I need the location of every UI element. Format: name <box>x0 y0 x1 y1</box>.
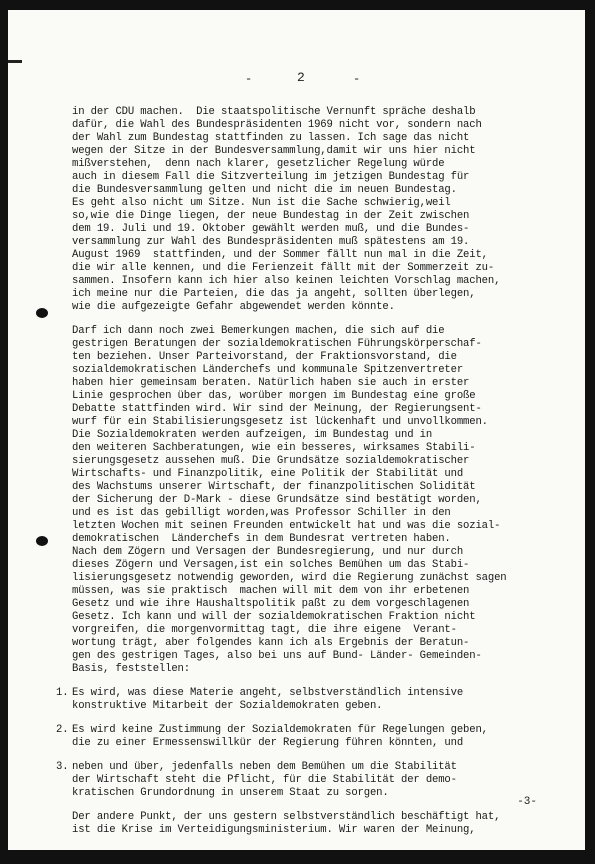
text-line: die wir alle kennen, und die Ferienzeit fällt mit der Sommerzeit zu- <box>72 262 495 274</box>
text-line: auch in diesem Fall die Sitzverteilung im jetzigen Bundestag für <box>72 171 470 183</box>
text-line: lisierungsgesetz notwendig geworden, wird die Regierung zunächst sagen <box>72 572 507 584</box>
text-line: konstruktive Mitarbeit der Sozialdemokraten geben. <box>72 700 383 712</box>
scan-border-bottom <box>0 850 595 864</box>
text-line: sozialdemokratischen Länderchefs und kommunale Spitzenvertreter <box>72 364 464 376</box>
text-line: sammen. Insofern kann ich hier also keinen leichten Vorschlag machen, <box>72 275 501 287</box>
header-dash-left: - <box>245 72 253 86</box>
text-line: versammlung zur Wahl des Bundespräsidenten muß spätestens am 19. <box>72 236 470 248</box>
text-line: müssen, was sie praktisch machen will mit dem von ihr erbetenen <box>72 585 470 597</box>
punch-hole-mark <box>36 308 48 318</box>
text-line: August 1969 stattfinden, und der Sommer fällt nun mal in die Zeit, <box>72 249 488 261</box>
text-line: Die Sozialdemokraten werden aufzeigen, im Bundestag und in <box>72 429 433 441</box>
text-line: Darf ich dann noch zwei Bemerkungen machen, die sich auf die <box>72 325 445 337</box>
scan-border-top <box>0 0 595 10</box>
text-line: Debatte stattfinden wird. Wir sind der Meinung, der Regierungsent- <box>72 403 482 415</box>
text-line: dem 19. Juli und 19. Oktober gewählt werden muß, und die Bundes- <box>72 223 470 235</box>
text-line: Der andere Punkt, der uns gestern selbstverständlich beschäftigt hat, <box>72 811 501 823</box>
text-line: Es wird keine Zustimmung der Sozialdemokraten für Regelungen geben, <box>72 724 488 736</box>
punch-hole-mark <box>36 536 48 546</box>
text-line: sierungsgesetz aussehen muß. Die Grundsätze sozialdemokratischer <box>72 455 470 467</box>
scan-border-right <box>585 0 595 864</box>
paragraph <box>72 811 542 837</box>
text-line: so,wie die Dinge liegen, der neue Bundestag in der Zeit zwischen <box>72 210 470 222</box>
text-line: neben und über, jedenfalls neben dem Bemühen um die Stabilität <box>72 761 457 773</box>
list-item <box>56 761 542 800</box>
text-line: Basis, feststellen: <box>72 663 190 675</box>
text-line: der Wirtschaft steht die Pflicht, für die Stabilität der demo- <box>72 774 457 786</box>
text-line: letzten Wochen mit seinen Freunden entwickelt hat und was die sozial- <box>72 520 501 532</box>
text-line: ist die Krise im Verteidigungsministerium. Wir waren der Meinung, <box>72 824 476 836</box>
document-body <box>56 106 542 848</box>
text-line: in der CDU machen. Die staatspolitische Vernunft spräche deshalb <box>72 106 476 118</box>
text-line: mißverstehen, denn nach klarer, gesetzlicher Regelung würde <box>72 158 445 170</box>
text-line: vorgreifen, die morgenvormittag tagt, die ihre eigene Verant- <box>72 624 457 636</box>
text-line: wegen der Sitze in der Bundesversammlung,damit wir uns hier nicht <box>72 145 476 157</box>
text-line: der Wahl zum Bundestag stattfinden zu lassen. Ich sage das nicht <box>72 132 470 144</box>
paragraph <box>72 325 542 676</box>
list-number: 2. <box>56 724 69 736</box>
text-line: den weiteren Sachberatungen, wie ein besseres, wirksames Stabili- <box>72 442 476 454</box>
scan-border-left <box>0 0 8 864</box>
list-item <box>56 687 542 713</box>
text-line: Nach dem Zögern und Versagen der Bundesregierung, und nur durch <box>72 546 464 558</box>
text-line: haben hier gemeinsam beraten. Natürlich haben sie auch in erster <box>72 377 470 389</box>
text-line: dafür, die Wahl des Bundespräsidenten 1969 nicht vor, sondern nach <box>72 119 482 131</box>
text-line: Es wird, was diese Materie angeht, selbstverständlich intensive <box>72 687 464 699</box>
list-item <box>56 724 542 750</box>
text-line: Linie gesprochen über das, worüber morgen im Bundestag eine große <box>72 390 476 402</box>
text-line: wurf für ein Stabilisierungsgesetz ist lückenhaft und unvollkommen. <box>72 416 488 428</box>
text-line: dieses Zögern und Versagen,ist ein solches Bemühen um das Stabi- <box>72 559 470 571</box>
text-line: und es ist das gebilligt worden,was Professor Schiller in den <box>72 507 451 519</box>
text-line: wortung trägt, aber folgendes kann ich als Ergebnis der Beratun- <box>72 637 470 649</box>
text-line: gestrigen Beratungen der sozialdemokratischen Führungskörperschaf- <box>72 338 482 350</box>
text-line: kratischen Grundordnung in unserem Staat zu sorgen. <box>72 787 389 799</box>
paragraph <box>72 106 542 314</box>
header-dash-right: - <box>353 72 361 86</box>
text-line: ten beziehen. Unser Parteivorstand, der Fraktionsvorstand, die <box>72 351 457 363</box>
text-line: die zu einer Ermessenswillkür der Regierung führen könnten, und <box>72 737 464 749</box>
list-number: 1. <box>56 687 69 699</box>
scan-mark <box>8 60 22 63</box>
page-number: 2 <box>297 70 305 85</box>
text-line: demokratischen Länderchefs in dem Bundesrat vertreten haben. <box>72 533 451 545</box>
text-line: ich meine nur die Parteien, die das ja angeht, sollten überlegen, <box>72 288 476 300</box>
text-line: die Bundesversammlung gelten und nicht die im neuen Bundestag. <box>72 184 457 196</box>
text-line: wie die aufgezeigte Gefahr abgewendet werden könnte. <box>72 301 395 313</box>
next-page-number: -3- <box>517 796 537 808</box>
text-line: Gesetz. Ich kann und will der sozialdemokratischen Fraktion nicht <box>72 611 476 623</box>
text-line: Es geht also nicht um Sitze. Nun ist die Sache schwierig,weil <box>72 197 451 209</box>
text-line: Wirtschafts- und Finanzpolitik, eine Politik der Stabilität und <box>72 468 464 480</box>
text-line: gen des gestrigen Tages, also bei uns auf Bund- Länder- Gemeinden- <box>72 650 482 662</box>
list-number: 3. <box>56 761 69 773</box>
text-line: des Wachstums unserer Wirtschaft, der finanzpolitischen Solidität <box>72 481 476 493</box>
text-line: Gesetz und wie ihre Haushaltspolitik paßt zu dem vorgeschlagenen <box>72 598 470 610</box>
text-line: der Sicherung der D-Mark - diese Grundsätze sind bestätigt worden, <box>72 494 482 506</box>
